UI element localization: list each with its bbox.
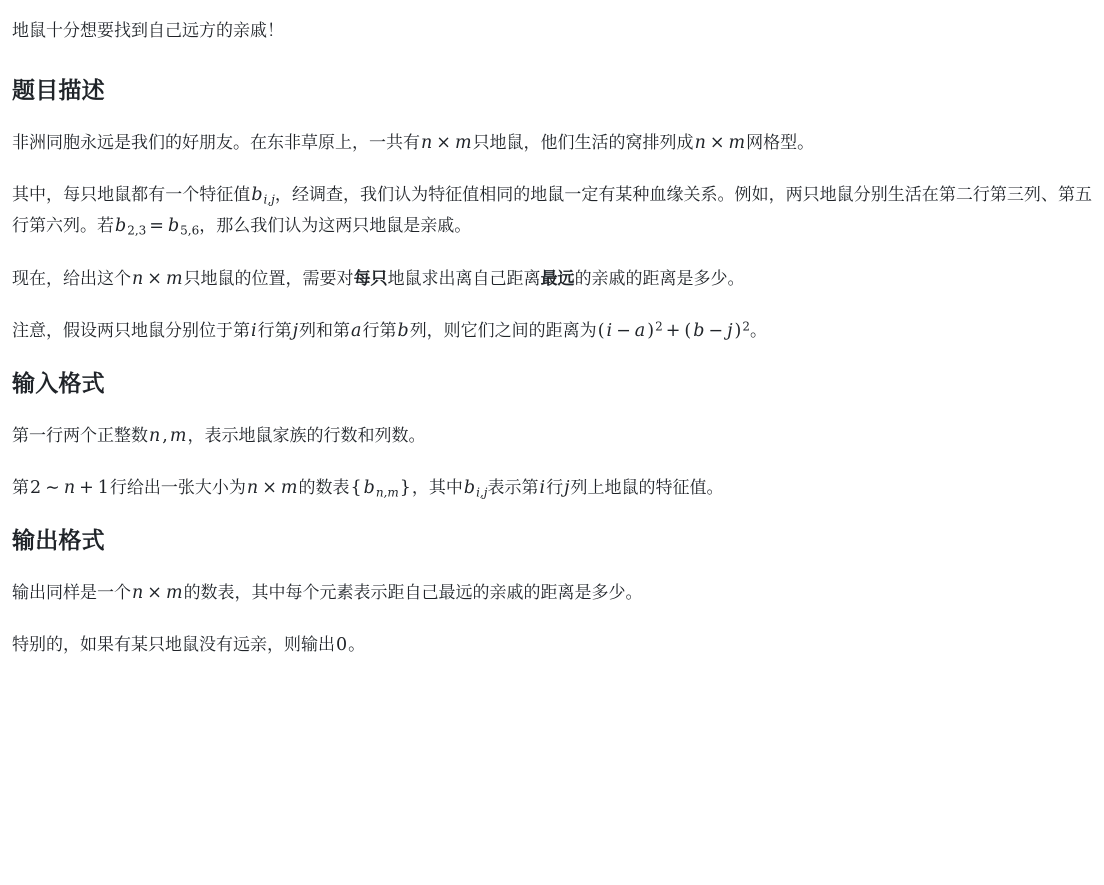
math-n: n xyxy=(132,268,144,289)
math-n: n xyxy=(694,132,706,153)
math-j: j xyxy=(292,321,299,342)
math-n: n xyxy=(149,425,161,446)
math-subscript-ij: i,j xyxy=(476,485,488,500)
math-times: × xyxy=(709,132,725,153)
math-paren-open: ( xyxy=(684,321,692,342)
math-zero: 0 xyxy=(336,635,348,656)
math-paren-close: ) xyxy=(647,321,655,342)
math-paren-close: ) xyxy=(734,321,742,342)
text-run: 行第 xyxy=(362,321,397,341)
text-run: 注意，假设两只地鼠分别位于第 xyxy=(12,321,250,341)
math-b-ij xyxy=(463,478,488,500)
math-subscript-23: 2,3 xyxy=(127,223,147,238)
paragraph-problem-1 xyxy=(12,128,1092,159)
math-times: × xyxy=(147,582,162,603)
math-brace-open: { xyxy=(350,478,362,499)
math-superscript-2: 2 xyxy=(742,319,750,334)
math-b: b xyxy=(363,478,375,499)
math-b-ij xyxy=(250,185,275,207)
text-run: 网格型。 xyxy=(746,132,815,152)
text-run: 列和第 xyxy=(299,321,351,341)
math-n-comma-m xyxy=(148,426,187,445)
text-run: 输出同样是一个 xyxy=(12,582,131,602)
math-minus: − xyxy=(616,321,631,342)
math-m: m xyxy=(165,582,183,603)
text-run: 的数表，其中每个元素表示距自己最远的亲戚的距离是多少。 xyxy=(183,582,643,602)
math-comma: , xyxy=(162,425,168,446)
text-run: ，表示地鼠家族的行数和列数。 xyxy=(187,425,426,445)
text-run: 的亲戚的距离是多少。 xyxy=(574,268,745,288)
emphasis-farthest: 最远 xyxy=(540,268,575,288)
math-b: b xyxy=(463,478,476,499)
math-times: × xyxy=(436,132,451,153)
math-times: × xyxy=(147,268,162,289)
text-run: ，那么我们认为这两只地鼠是亲戚。 xyxy=(199,215,472,235)
math-n-times-m xyxy=(246,478,299,497)
paragraph-input-1 xyxy=(12,421,1092,452)
math-tilde: ∼ xyxy=(45,478,60,499)
math-a: a xyxy=(634,321,646,342)
text-run: 其中，每只地鼠都有一个特征值 xyxy=(12,185,251,205)
math-n-times-m xyxy=(131,583,184,602)
math-row-range xyxy=(29,478,110,497)
paragraph-input-2 xyxy=(12,473,1092,504)
math-m: m xyxy=(728,132,746,153)
text-run: 特别的，如果有某只地鼠没有远亲，则输出 xyxy=(12,635,335,655)
math-m: m xyxy=(165,268,183,289)
text-run: 只地鼠，他们生活的窝排列成 xyxy=(472,132,694,152)
math-b: b xyxy=(167,215,180,236)
section-heading-input-format: 输入格式 xyxy=(12,369,105,396)
paragraph-problem-2 xyxy=(12,180,1092,241)
section-heading-description: 题目描述 xyxy=(12,76,105,103)
math-n: n xyxy=(421,132,433,153)
text-run: 行第 xyxy=(257,321,292,341)
text-run: 。 xyxy=(348,635,366,655)
math-j: j xyxy=(727,321,733,342)
math-n: n xyxy=(63,478,76,499)
math-b: b xyxy=(115,215,127,236)
paragraph-problem-4 xyxy=(12,316,1092,347)
math-i: i xyxy=(251,321,257,342)
text-run: 非洲同胞永远是我们的好朋友。在东非草原上，一共有 xyxy=(12,132,420,152)
text-run: 列，则它们之间的距离为 xyxy=(409,321,597,341)
math-j: j xyxy=(564,478,570,499)
paragraph-output-2 xyxy=(12,630,1092,661)
emphasis-each: 每只 xyxy=(353,268,388,288)
text-run: 第一行两个正整数 xyxy=(12,425,148,445)
math-m: m xyxy=(169,425,187,446)
text-run: 列上地鼠的特征值。 xyxy=(570,478,724,498)
text-run: 行给出一张大小为 xyxy=(109,478,246,498)
math-i: i xyxy=(606,321,613,342)
math-i: i xyxy=(539,478,546,499)
math-subscript-ij: i,j xyxy=(263,192,275,207)
text-run: 的数表 xyxy=(298,478,350,498)
math-b: b xyxy=(693,321,705,342)
math-times: × xyxy=(262,478,277,499)
section-heading-output-format: 输出格式 xyxy=(12,526,105,553)
math-n: n xyxy=(132,582,144,603)
text-run: 第 xyxy=(12,478,29,498)
math-m: m xyxy=(280,478,298,499)
math-subscript-56: 5,6 xyxy=(180,223,200,238)
text-run: ，经调查，我们认为特征值相同的地鼠一定有某种血缘关系。例如，两只地鼠分别生活在第二行第三列、第五行第六列。若 xyxy=(12,185,1093,235)
math-b: b xyxy=(251,185,263,206)
text-run: ，其中 xyxy=(411,478,463,498)
math-table-bnm xyxy=(349,478,411,500)
math-distance-term-2-close xyxy=(726,321,750,340)
text-run: 地鼠求出离自己距离 xyxy=(387,268,541,288)
math-brace-close: } xyxy=(399,478,411,499)
math-distance-term-2-open xyxy=(683,321,726,340)
text-run: 表示第 xyxy=(487,478,539,498)
paragraph-output-1 xyxy=(12,578,1092,609)
text-run: 只地鼠的位置，需要对 xyxy=(183,268,354,288)
math-b: b xyxy=(397,321,409,342)
math-superscript-2: 2 xyxy=(655,319,663,334)
math-paren-open: ( xyxy=(597,321,605,342)
math-plus: + xyxy=(79,478,94,499)
math-plus: + xyxy=(665,321,681,342)
paragraph-problem-3 xyxy=(12,264,1092,295)
math-m: m xyxy=(454,132,472,153)
math-subscript-nm: n,m xyxy=(375,485,399,500)
math-equals: = xyxy=(149,215,164,236)
math-distance-term-1 xyxy=(597,321,663,340)
math-one: 1 xyxy=(97,478,109,499)
text-run: 。 xyxy=(749,321,767,341)
math-n: n xyxy=(246,478,259,499)
math-two: 2 xyxy=(30,478,42,499)
math-minus: − xyxy=(708,321,724,342)
intro-paragraph: 地鼠十分想要找到自己远方的亲戚！ xyxy=(12,21,284,40)
math-b23-equals-b56 xyxy=(114,215,200,238)
text-run: 现在，给出这个 xyxy=(12,268,131,288)
math-a: a xyxy=(351,321,362,342)
text-run: 行 xyxy=(546,478,564,498)
